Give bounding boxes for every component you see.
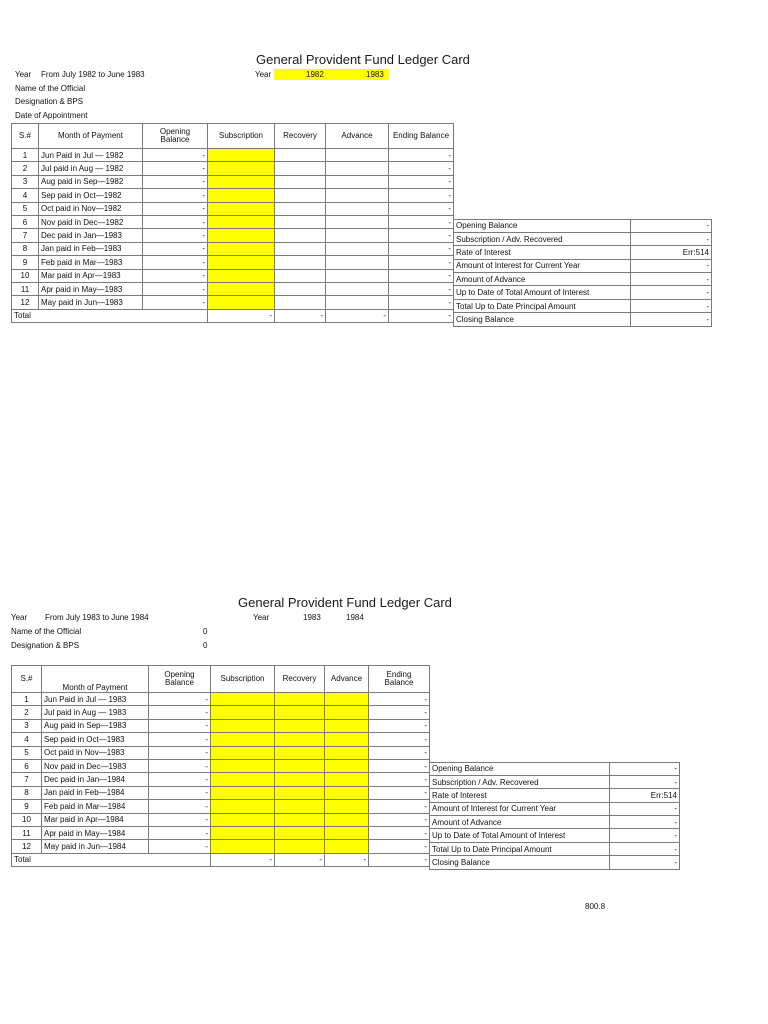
row-opening: - [143,269,208,282]
card1-period: From July 1982 to June 1983 [41,70,145,79]
recovery-cell[interactable] [275,256,326,269]
header-month: Month of Payment [42,666,149,693]
card1-year-right-label: Year [255,70,272,79]
recovery-cell[interactable] [275,759,325,772]
row-no: 5 [12,746,42,759]
subscription-cell[interactable] [211,733,275,746]
row-no: 2 [12,706,42,719]
summary-value: - [631,219,712,232]
header-recovery: Recovery [275,666,325,693]
subscription-cell[interactable] [211,719,275,732]
row-opening: - [149,746,211,759]
summary-row [454,246,712,259]
row-no: 4 [12,733,42,746]
table-row [12,759,430,772]
row-no: 12 [12,296,39,309]
table-row [12,786,430,799]
summary-row [430,842,680,855]
summary-value: - [610,856,680,869]
subscription-cell[interactable] [208,215,275,228]
total-subscription: - [211,853,275,866]
row-no: 3 [12,719,42,732]
header-advance: Advance [326,124,389,149]
advance-cell[interactable] [326,215,389,228]
advance-cell[interactable] [326,296,389,309]
card2-ledger-table [11,665,430,867]
row-ending: - [389,202,454,215]
subscription-cell[interactable] [208,269,275,282]
row-month: Feb paid in Mar—1984 [42,800,149,813]
row-ending: - [389,242,454,255]
table-row [12,189,454,202]
recovery-cell[interactable] [275,189,326,202]
row-ending: - [369,759,430,772]
recovery-cell[interactable] [275,175,326,188]
total-row [12,309,454,322]
subscription-cell[interactable] [211,826,275,839]
advance-cell[interactable] [325,706,369,719]
row-no: 11 [12,282,39,295]
card2-period: From July 1983 to June 1984 [45,613,149,622]
row-ending: - [369,773,430,786]
summary-label: Total Up to Date Principal Amount [454,299,631,312]
advance-cell[interactable] [326,256,389,269]
recovery-cell[interactable] [275,786,325,799]
row-no: 8 [12,786,42,799]
summary-row [430,789,680,802]
card2-year-to: 1984 [346,613,364,622]
subscription-cell[interactable] [211,786,275,799]
card2-title: General Provident Fund Ledger Card [238,595,452,610]
summary-row [430,762,680,775]
summary-value: Err:514 [610,789,680,802]
table-row [12,269,454,282]
row-ending: - [389,162,454,175]
summary-value: Err:514 [631,246,712,259]
row-opening: - [149,773,211,786]
recovery-cell[interactable] [275,840,325,853]
row-ending: - [369,826,430,839]
row-ending: - [389,149,454,162]
summary-label: Amount of Advance [454,273,631,286]
summary-label: Subscription / Adv. Recovered [454,232,631,245]
card1-name-label: Name of the Official [15,84,86,93]
row-month: Apr paid in May—1983 [39,282,143,295]
card2-designation-value: 0 [203,641,208,650]
summary-value: - [631,299,712,312]
summary-row [454,286,712,299]
row-opening: - [143,215,208,228]
recovery-cell[interactable] [275,229,326,242]
advance-cell[interactable] [325,693,369,706]
row-opening: - [143,296,208,309]
advance-cell[interactable] [326,202,389,215]
card2-year-label: Year [11,613,28,622]
recovery-cell[interactable] [275,826,325,839]
card1-designation-label: Designation & BPS [15,97,84,106]
subscription-cell[interactable] [208,296,275,309]
header-opening: Opening Balance [143,124,208,149]
advance-cell[interactable] [326,175,389,188]
card2-name-value: 0 [203,627,208,636]
row-ending: - [369,733,430,746]
row-opening: - [149,759,211,772]
footer-value: 800.8 [585,902,606,911]
advance-cell[interactable] [325,773,369,786]
recovery-cell[interactable] [275,813,325,826]
total-ending: - [369,853,430,866]
row-no: 10 [12,813,42,826]
table-row [12,813,430,826]
table-row [12,746,430,759]
table-row [12,256,454,269]
summary-value: - [610,775,680,788]
row-opening: - [149,826,211,839]
subscription-cell[interactable] [208,282,275,295]
row-ending: - [369,840,430,853]
advance-cell[interactable] [325,826,369,839]
row-ending: - [389,282,454,295]
recovery-cell[interactable] [275,162,326,175]
summary-value: - [610,762,680,775]
subscription-cell[interactable] [208,202,275,215]
row-opening: - [143,175,208,188]
table-row [12,693,430,706]
summary-value: - [610,802,680,815]
row-month: Nov paid in Dec—1982 [39,215,143,228]
total-advance: - [325,853,369,866]
summary-value: - [631,259,712,272]
card1-summary-table [453,219,712,327]
row-opening: - [149,693,211,706]
subscription-cell[interactable] [211,800,275,813]
row-month: Aug paid in Sep—1982 [39,175,143,188]
recovery-cell[interactable] [275,296,326,309]
total-recovery: - [275,853,325,866]
summary-label: Rate of Interest [430,789,610,802]
row-no: 5 [12,202,39,215]
summary-row [454,259,712,272]
advance-cell[interactable] [326,229,389,242]
row-no: 7 [12,773,42,786]
row-opening: - [143,149,208,162]
advance-cell[interactable] [325,800,369,813]
recovery-cell[interactable] [275,773,325,786]
card2-designation-label: Designation & BPS [11,641,80,650]
table-row [12,149,454,162]
row-no: 6 [12,759,42,772]
summary-label: Subscription / Adv. Recovered [430,775,610,788]
advance-cell[interactable] [326,282,389,295]
subscription-cell[interactable] [208,149,275,162]
total-subscription: - [208,309,275,322]
row-opening: - [149,706,211,719]
summary-value: - [610,842,680,855]
row-month: Sep paid in Oct—1983 [42,733,149,746]
table-row [12,800,430,813]
row-no: 11 [12,826,42,839]
table-row [12,202,454,215]
row-month: Dec paid in Jan—1984 [42,773,149,786]
subscription-cell[interactable] [211,693,275,706]
summary-row [430,856,680,869]
row-no: 9 [12,800,42,813]
table-row [12,282,454,295]
card1-ledger-table [11,123,454,323]
header-ending: Ending Balance [369,666,430,693]
row-month: Sep paid in Oct—1982 [39,189,143,202]
total-row [12,853,430,866]
summary-label: Opening Balance [430,762,610,775]
subscription-cell[interactable] [211,813,275,826]
row-no: 10 [12,269,39,282]
row-month: Mar paid in Apr—1984 [42,813,149,826]
header-sno: S.# [12,666,42,693]
row-ending: - [389,256,454,269]
advance-cell[interactable] [326,269,389,282]
summary-value: - [631,232,712,245]
row-ending: - [369,746,430,759]
subscription-cell[interactable] [211,706,275,719]
table-row [12,840,430,853]
table-row [12,242,454,255]
row-month: May paid in Jun—1984 [42,840,149,853]
row-month: Apr paid in May—1984 [42,826,149,839]
row-opening: - [149,813,211,826]
advance-cell[interactable] [326,189,389,202]
recovery-cell[interactable] [275,706,325,719]
row-month: May paid in Jun—1983 [39,296,143,309]
summary-value: - [610,829,680,842]
row-opening: - [143,256,208,269]
summary-label: Closing Balance [430,856,610,869]
row-ending: - [369,786,430,799]
advance-cell[interactable] [325,813,369,826]
subscription-cell[interactable] [211,746,275,759]
summary-label: Rate of Interest [454,246,631,259]
table-row [12,773,430,786]
row-opening: - [143,202,208,215]
row-ending: - [389,215,454,228]
advance-cell[interactable] [326,149,389,162]
summary-row [430,816,680,829]
header-subscription: Subscription [211,666,275,693]
summary-label: Up to Date of Total Amount of Interest [430,829,610,842]
card1-appointment-label: Date of Appointment [15,111,88,120]
recovery-cell[interactable] [275,242,326,255]
subscription-cell[interactable] [211,773,275,786]
row-opening: - [143,229,208,242]
row-no: 8 [12,242,39,255]
subscription-cell[interactable] [208,256,275,269]
row-ending: - [369,706,430,719]
row-ending: - [389,189,454,202]
card1-year-from: 1982 [306,70,324,79]
total-recovery: - [275,309,326,322]
table-row [12,175,454,188]
summary-row [454,299,712,312]
header-opening: Opening Balance [149,666,211,693]
row-ending: - [389,296,454,309]
advance-cell[interactable] [325,759,369,772]
summary-value: - [631,273,712,286]
summary-value: - [610,816,680,829]
card1-title: General Provident Fund Ledger Card [256,52,470,67]
summary-value: - [631,286,712,299]
recovery-cell[interactable] [275,149,326,162]
total-ending: - [389,309,454,322]
card1-year-label: Year [15,70,32,79]
summary-row [430,829,680,842]
row-month: Jul paid in Aug — 1982 [39,162,143,175]
row-ending: - [369,719,430,732]
total-label: Total [12,309,208,322]
row-no: 2 [12,162,39,175]
row-month: Oct paid in Nov—1982 [39,202,143,215]
row-no: 1 [12,693,42,706]
table-row [12,229,454,242]
row-ending: - [369,693,430,706]
row-opening: - [143,242,208,255]
subscription-cell[interactable] [211,759,275,772]
total-label: Total [12,853,211,866]
table-row [12,826,430,839]
table-row [12,215,454,228]
row-no: 6 [12,215,39,228]
summary-label: Amount of Interest for Current Year [430,802,610,815]
summary-label: Opening Balance [454,219,631,232]
subscription-cell[interactable] [208,242,275,255]
summary-label: Closing Balance [454,313,631,326]
summary-label: Amount of Advance [430,816,610,829]
row-opening: - [149,786,211,799]
row-month: Jan paid in Feb—1983 [39,242,143,255]
subscription-cell[interactable] [208,229,275,242]
row-month: Aug paid in Sep—1983 [42,719,149,732]
row-no: 1 [12,149,39,162]
row-month: Jul paid in Aug — 1983 [42,706,149,719]
header-subscription: Subscription [208,124,275,149]
table-row [12,162,454,175]
subscription-cell[interactable] [208,175,275,188]
row-month: Jun Paid in Jul — 1982 [39,149,143,162]
subscription-cell[interactable] [208,162,275,175]
row-opening: - [149,733,211,746]
row-month: Jan paid in Feb—1984 [42,786,149,799]
row-opening: - [149,840,211,853]
advance-cell[interactable] [325,786,369,799]
recovery-cell[interactable] [275,733,325,746]
summary-value: - [631,313,712,326]
recovery-cell[interactable] [275,693,325,706]
row-month: Oct paid in Nov—1983 [42,746,149,759]
table-row [12,733,430,746]
summary-row [454,273,712,286]
row-month: Nov paid in Dec—1983 [42,759,149,772]
table-row [12,706,430,719]
row-opening: - [143,162,208,175]
header-recovery: Recovery [275,124,326,149]
subscription-cell[interactable] [208,189,275,202]
row-no: 3 [12,175,39,188]
row-month: Feb paid in Mar—1983 [39,256,143,269]
row-no: 4 [12,189,39,202]
row-opening: - [149,800,211,813]
subscription-cell[interactable] [211,840,275,853]
row-month: Dec paid in Jan—1983 [39,229,143,242]
recovery-cell[interactable] [275,282,326,295]
row-ending: - [369,800,430,813]
summary-row [454,313,712,326]
summary-label: Amount of Interest for Current Year [454,259,631,272]
recovery-cell[interactable] [275,800,325,813]
row-opening: - [143,189,208,202]
advance-cell[interactable] [325,746,369,759]
header-sno: S.# [12,124,39,149]
summary-row [430,802,680,815]
row-opening: - [143,282,208,295]
card1-year-to: 1983 [366,70,384,79]
row-month: Mar paid in Apr—1983 [39,269,143,282]
recovery-cell[interactable] [275,269,326,282]
row-ending: - [389,229,454,242]
row-ending: - [389,175,454,188]
advance-cell[interactable] [326,242,389,255]
recovery-cell[interactable] [275,719,325,732]
table-row [12,296,454,309]
recovery-cell[interactable] [275,746,325,759]
row-opening: - [149,719,211,732]
recovery-cell[interactable] [275,215,326,228]
row-no: 9 [12,256,39,269]
summary-row [454,232,712,245]
header-advance: Advance [325,666,369,693]
advance-cell[interactable] [326,162,389,175]
advance-cell[interactable] [325,840,369,853]
recovery-cell[interactable] [275,202,326,215]
row-no: 12 [12,840,42,853]
header-ending: Ending Balance [389,124,454,149]
total-advance: - [326,309,389,322]
row-no: 7 [12,229,39,242]
card2-summary-table [429,762,680,870]
summary-label: Total Up to Date Principal Amount [430,842,610,855]
card2-name-label: Name of the Official [11,627,82,636]
advance-cell[interactable] [325,733,369,746]
summary-label: Up to Date of Total Amount of Interest [454,286,631,299]
row-ending: - [389,269,454,282]
card2-year-right-label: Year [253,613,270,622]
header-month: Month of Payment [39,124,143,149]
advance-cell[interactable] [325,719,369,732]
card2-year-from: 1983 [303,613,321,622]
row-ending: - [369,813,430,826]
summary-row [454,219,712,232]
row-month: Jun Paid in Jul — 1983 [42,693,149,706]
table-row [12,719,430,732]
summary-row [430,775,680,788]
